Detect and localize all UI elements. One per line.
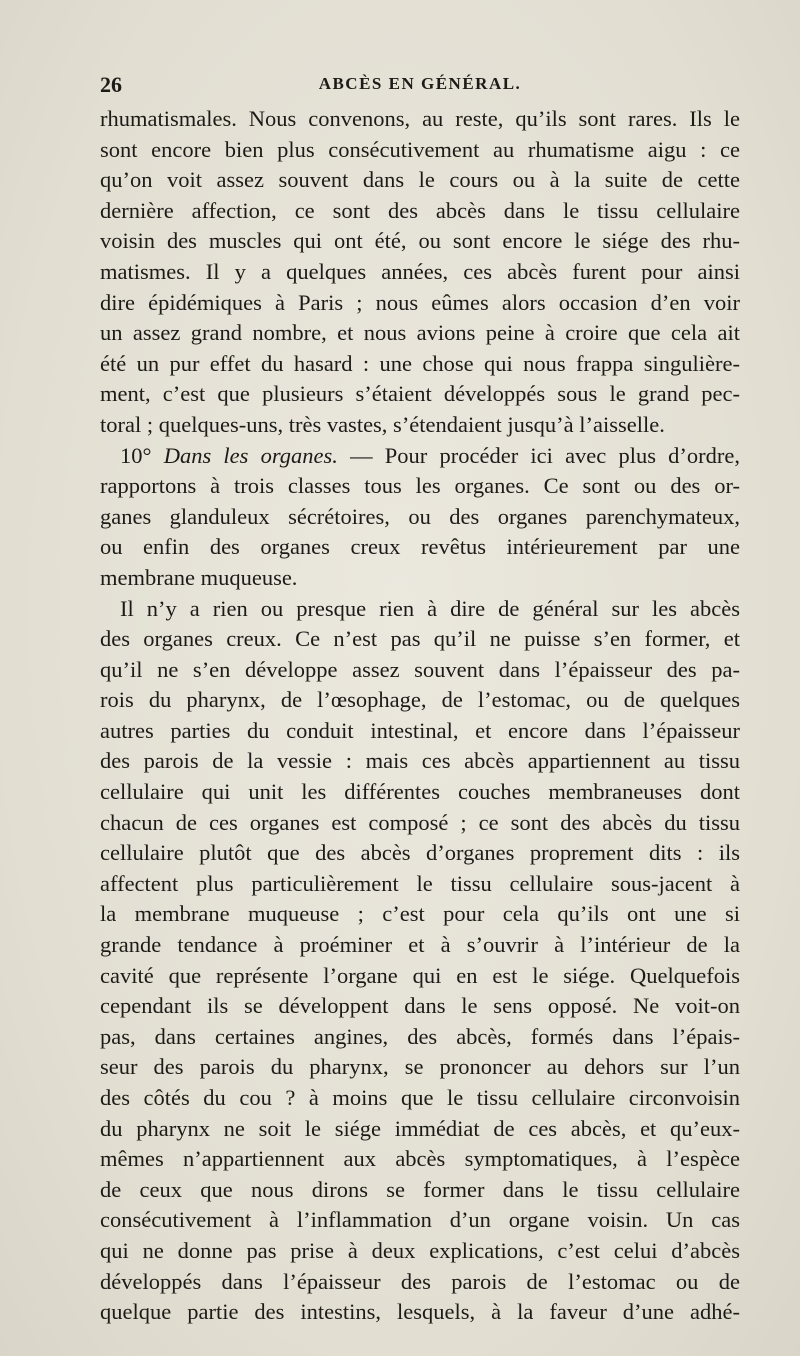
section-heading-line — [100, 441, 740, 472]
text-line: mêmes n’appartiennent aux abcès symptomatiques, à l’espèce — [100, 1146, 740, 1172]
text-line: pas, dans certaines angines, des abcès, formés dans l’épais- — [100, 1023, 740, 1049]
text-line: rapportons à trois classes tous les organes. Ce sont ou des or- — [100, 473, 740, 499]
text-line: Il n’y a rien ou presque rien à dire de général sur les abcès — [120, 595, 740, 621]
text-line: qui ne donne pas prise à deux explications, c’est celui d’abcès — [100, 1237, 740, 1263]
page-number: 26 — [100, 72, 122, 97]
text-line: la membrane muqueuse ; c’est pour cela qu’ils ont une si — [100, 901, 740, 927]
text-line: matismes. Il y a quelques années, ces abcès furent pour ainsi — [100, 258, 740, 284]
text-line: cellulaire plutôt que des abcès d’organes proprement dits : ils — [100, 840, 740, 866]
text-line: rois du pharynx, de l’œsophage, de l’estomac, ou de quelques — [100, 687, 740, 713]
text-line: des côtés du cou ? à moins que le tissu cellulaire circonvoisin — [100, 1085, 740, 1110]
text-line: cependant ils se développent dans le sens opposé. Ne voit-on — [100, 993, 740, 1019]
text-line: qu’il ne s’en développe assez souvent dans l’épaisseur des pa- — [100, 656, 740, 682]
text-line: sont encore bien plus consécutivement au rhumatisme aigu : ce — [100, 136, 740, 162]
text-line: dire épidémiques à Paris ; nous eûmes alors occasion d’en voir — [100, 289, 740, 315]
text-line: été un pur effet du hasard : une chose qui nous frappa singulière- — [100, 350, 740, 376]
text-line: toral ; quelques-uns, très vastes, s’étendaient jusqu’à l’aisselle. — [100, 411, 665, 437]
text-line: seur des parois du pharynx, se prononcer au dehors sur l’un — [100, 1054, 740, 1080]
section-line-text: — Pour procéder ici avec plus d’ordre, — [350, 442, 741, 468]
text-line: un assez grand nombre, et nous avions peine à croire que cela ait — [100, 320, 740, 346]
page-header — [100, 72, 740, 102]
body-text — [100, 104, 740, 1328]
section-title: Dans les organes. — [163, 442, 338, 468]
text-line: affectent plus particulièrement le tissu cellulaire sous-jacent à — [100, 870, 740, 896]
text-line: du pharynx ne soit le siége immédiat de ces abcès, et qu’eux- — [100, 1115, 740, 1141]
section-number: 10° — [120, 442, 152, 468]
text-line: consécutivement à l’inflammation d’un organe voisin. Un cas — [100, 1207, 740, 1233]
text-line: grande tendance à proéminer et à s’ouvrir à l’intérieur de la — [100, 932, 740, 958]
text-line: voisin des muscles qui ont été, ou sont encore le siége des rhu- — [100, 228, 740, 254]
text-line: membrane muqueuse. — [100, 564, 298, 590]
text-line: dernière affection, ce sont des abcès dans le tissu cellulaire — [100, 197, 740, 223]
text-line: développés dans l’épaisseur des parois de l’estomac ou de — [100, 1268, 740, 1294]
text-line: qu’on voit assez souvent dans le cours ou à la suite de cette — [100, 167, 740, 193]
text-line: ou enfin des organes creux revêtus intérieurement par une — [100, 534, 740, 560]
text-line: autres parties du conduit intestinal, et encore dans l’épaisseur — [100, 717, 740, 743]
text-line: chacun de ces organes est composé ; ce sont des abcès du tissu — [100, 809, 740, 835]
text-line: cavité que représente l’organe qui en est le siége. Quelquefois — [100, 962, 740, 988]
text-line: quelque partie des intestins, lesquels, à la faveur d’une adhé- — [100, 1299, 740, 1325]
text-line: ganes glanduleux sécrétoires, ou des organes parenchymateux, — [100, 503, 740, 529]
text-line: des organes creux. Ce n’est pas qu’il ne puisse s’en former, et — [100, 626, 740, 652]
text-line: des parois de la vessie : mais ces abcès appartiennent au tissu — [100, 748, 740, 774]
text-line: de ceux que nous dirons se former dans le tissu cellulaire — [100, 1176, 740, 1202]
text-line: ment, c’est que plusieurs s’étaient développés sous le grand pec- — [100, 381, 740, 407]
running-title: ABCÈS EN GÉNÉRAL. — [318, 74, 522, 93]
text-line: cellulaire qui unit les différentes couches membraneuses dont — [100, 779, 740, 805]
text-line: rhumatismales. Nous convenons, au reste, qu’ils sont rares. Ils le — [100, 106, 740, 131]
